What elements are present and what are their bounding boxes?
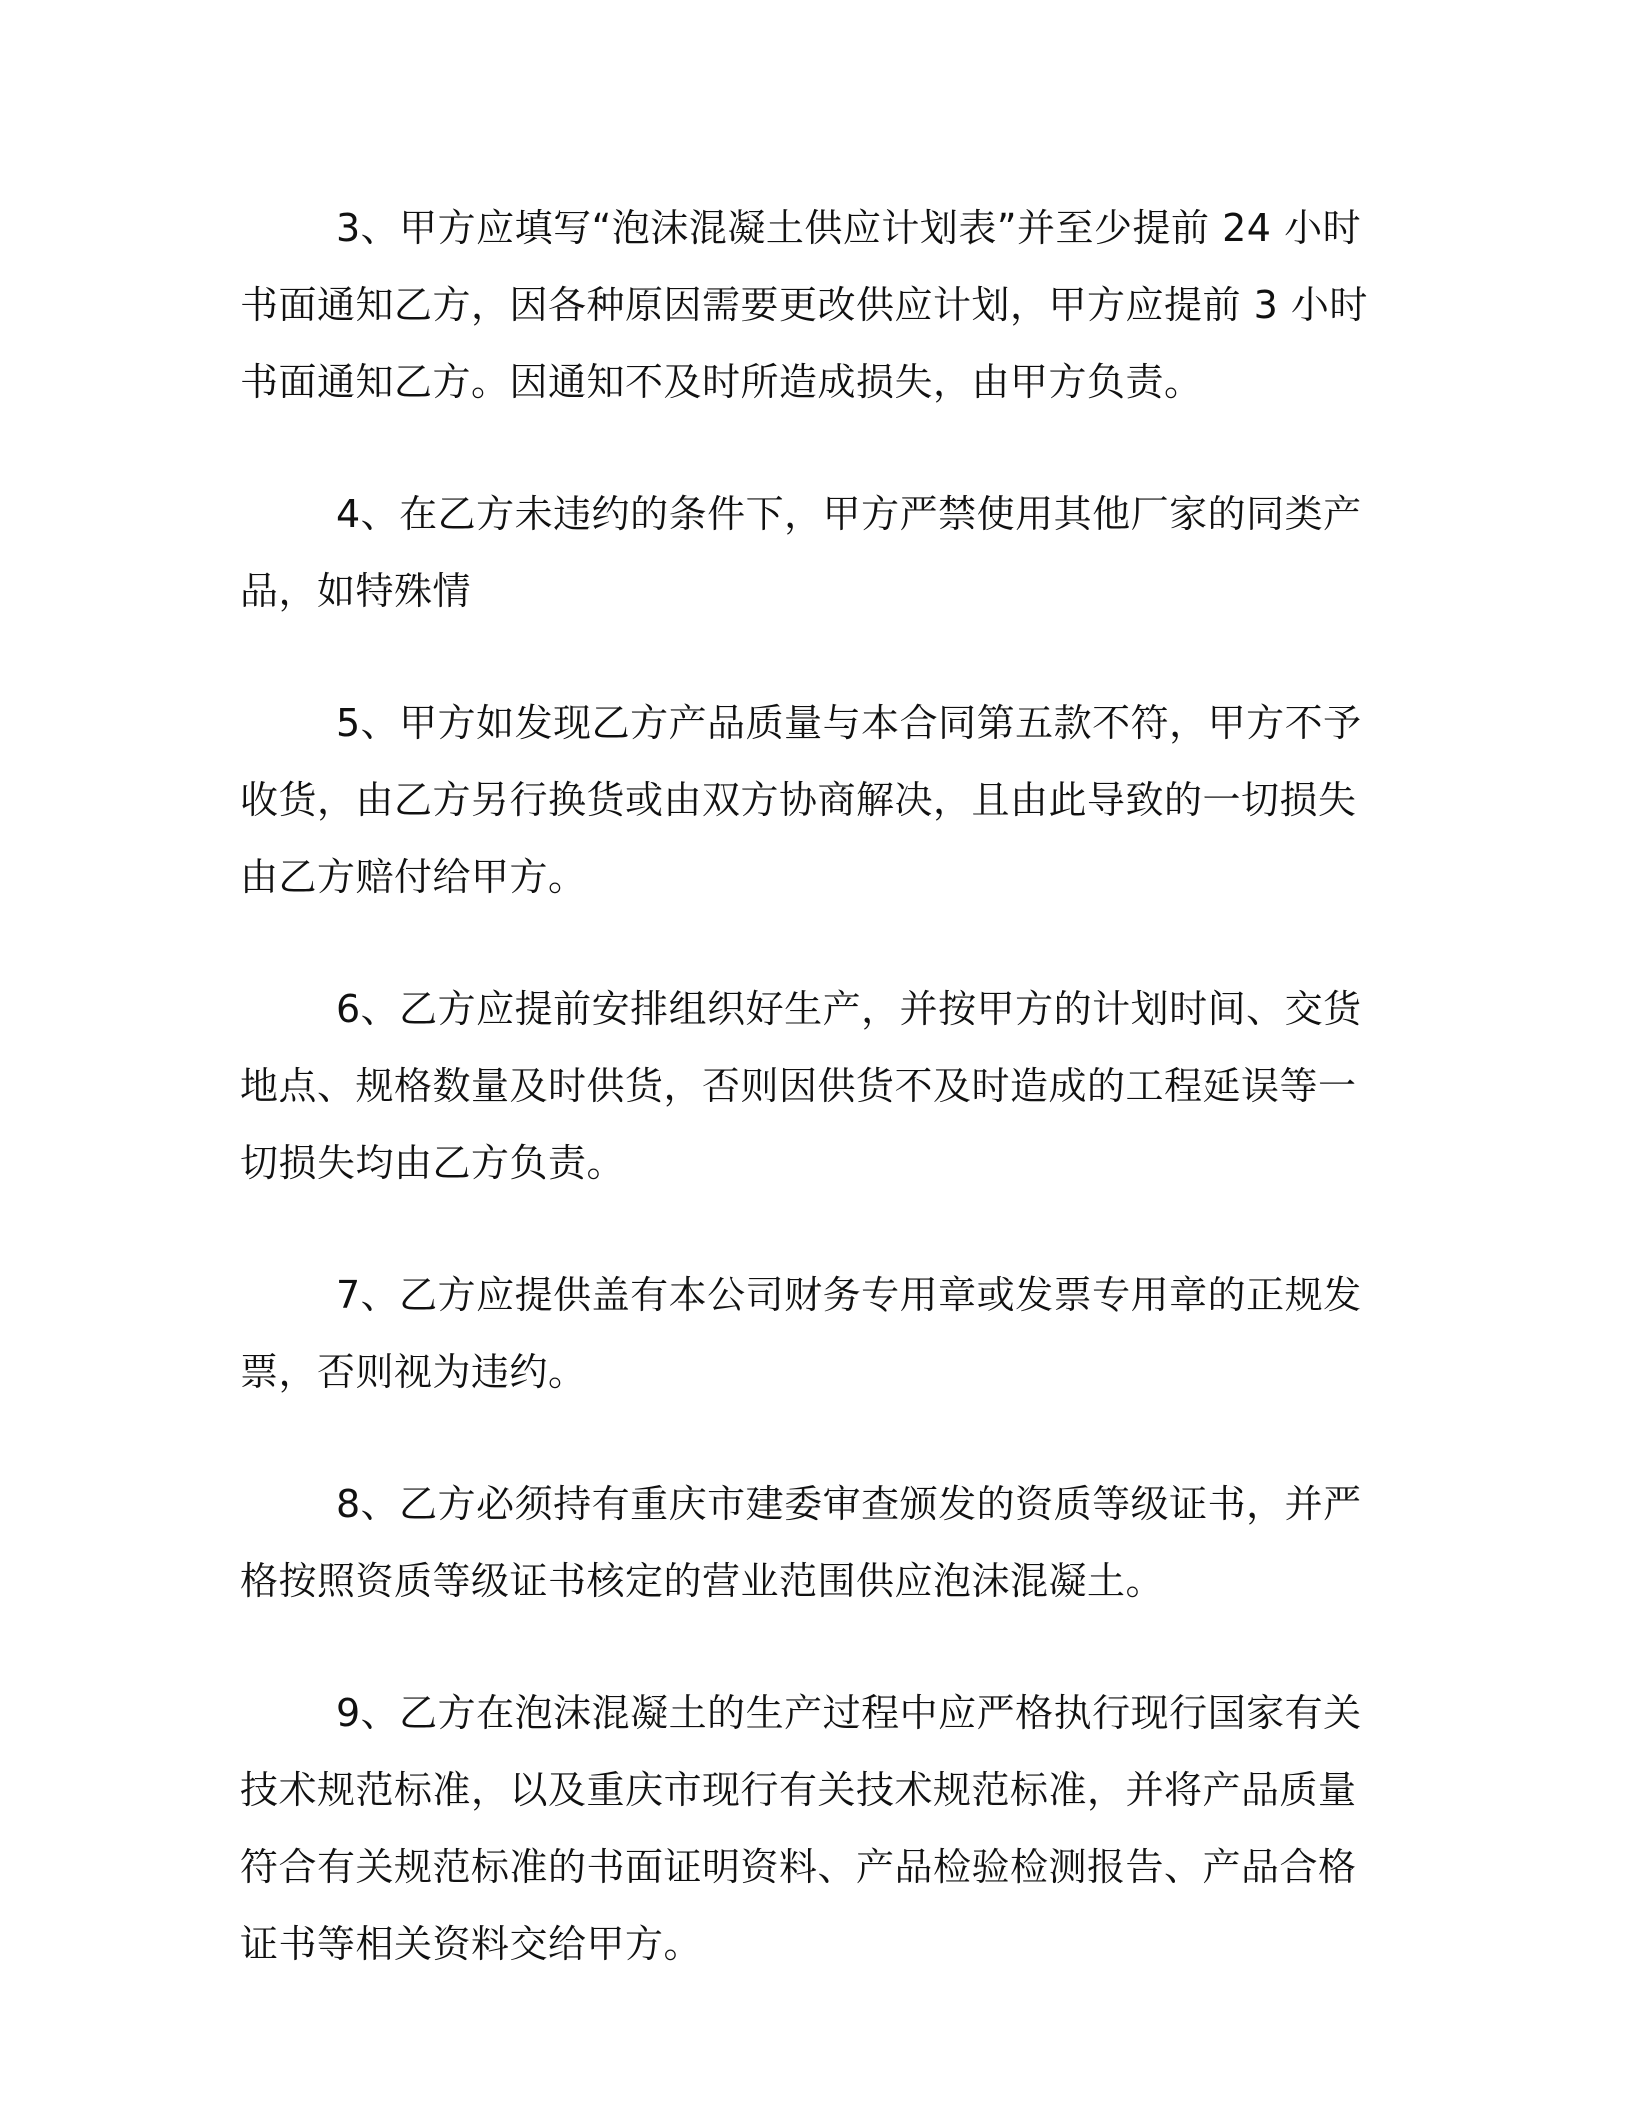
clause-5: 5、甲方如发现乙方产品质量与本合同第五款不符，甲方不予收货，由乙方另行换货或由双方协商解决，且由此导致的一切损失由乙方赔付给甲方。 — [240, 701, 1362, 899]
clause-4: 4、在乙方未违约的条件下，甲方严禁使用其他厂家的同类产品，如特殊情 — [240, 492, 1362, 613]
clause-3: 3、甲方应填写“泡沫混凝土供应计划表”并至少提前 24 小时书面通知乙方，因各种原因需要更改供应计划，甲方应提前 3 小时书面通知乙方。因通知不及时所造成损失，由甲方负责。 — [240, 206, 1368, 404]
clause-6: 6、乙方应提前安排组织好生产，并按甲方的计划时间、交货地点、规格数量及时供货，否则因供货不及时造成的工程延误等一切损失均由乙方负责。 — [240, 987, 1362, 1185]
clause-9: 9、乙方在泡沫混凝土的生产过程中应严格执行现行国家有关技术规范标准，以及重庆市现行有关技术规范标准，并将产品质量符合有关规范标准的书面证明资料、产品检验检测报告、产品合格证书等相关资料交给甲方。 — [240, 1691, 1362, 1966]
clause-7: 7、乙方应提供盖有本公司财务专用章或发票专用章的正规发票，否则视为违约。 — [240, 1273, 1362, 1394]
clause-8: 8、乙方必须持有重庆市建委审查颁发的资质等级证书，并严格按照资质等级证书核定的营业范围供应泡沫混凝土。 — [240, 1482, 1362, 1603]
contract-body — [240, 190, 1380, 2038]
